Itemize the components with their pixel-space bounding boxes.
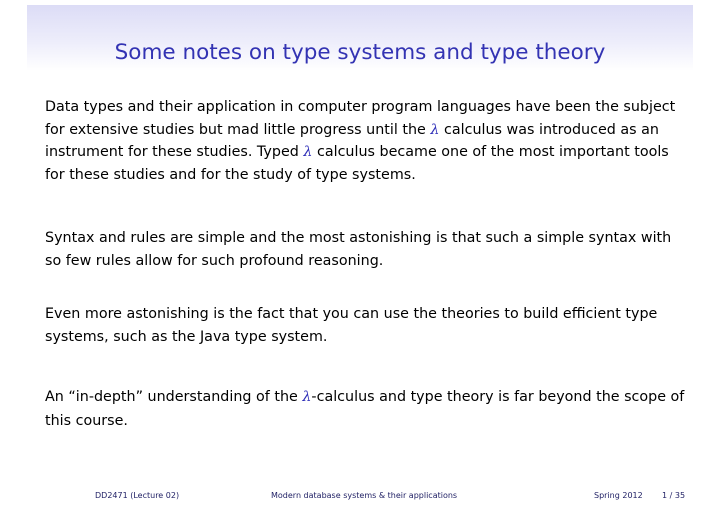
paragraph-scope: [45, 385, 685, 433]
footer-course-title: Modern database systems & their applications: [271, 491, 458, 500]
paragraph-text: calculus was introduced as an instrument for these studies. Typed: [45, 121, 659, 160]
lambda-symbol: λ: [430, 121, 440, 138]
footer-course: DD2471 (Lecture 02): [95, 491, 180, 500]
slide-title: Some notes on type systems and type theory: [114, 40, 606, 65]
footer-date: Spring 2012: [594, 491, 643, 500]
lambda-symbol: λ: [303, 144, 313, 160]
paragraph-text: -calculus and type theory is far beyond the scope of this course.: [45, 389, 685, 429]
paragraph-lambda-history: [45, 96, 685, 186]
lambda-symbol: λ: [302, 389, 312, 405]
footer-page-number: 1 / 35: [662, 491, 686, 500]
paragraph-syntax-rules: Syntax and rules are simple and the most astonishing is that such a simple syntax with so few rules allow for such profound reasoning.: [45, 230, 672, 269]
paragraph-text: Data types and their application in computer program languages have been the subject for extensive studies but mad little progress until the: [45, 99, 676, 138]
paragraph-type-systems: Even more astonishing is the fact that you can use the theories to build efficient type systems, such as the Java type system.: [45, 306, 658, 345]
paragraph-text: An “in-depth” understanding of the: [45, 389, 303, 405]
paragraph-text: calculus became one of the most important tools for these studies and for the study of type systems.: [45, 144, 669, 183]
